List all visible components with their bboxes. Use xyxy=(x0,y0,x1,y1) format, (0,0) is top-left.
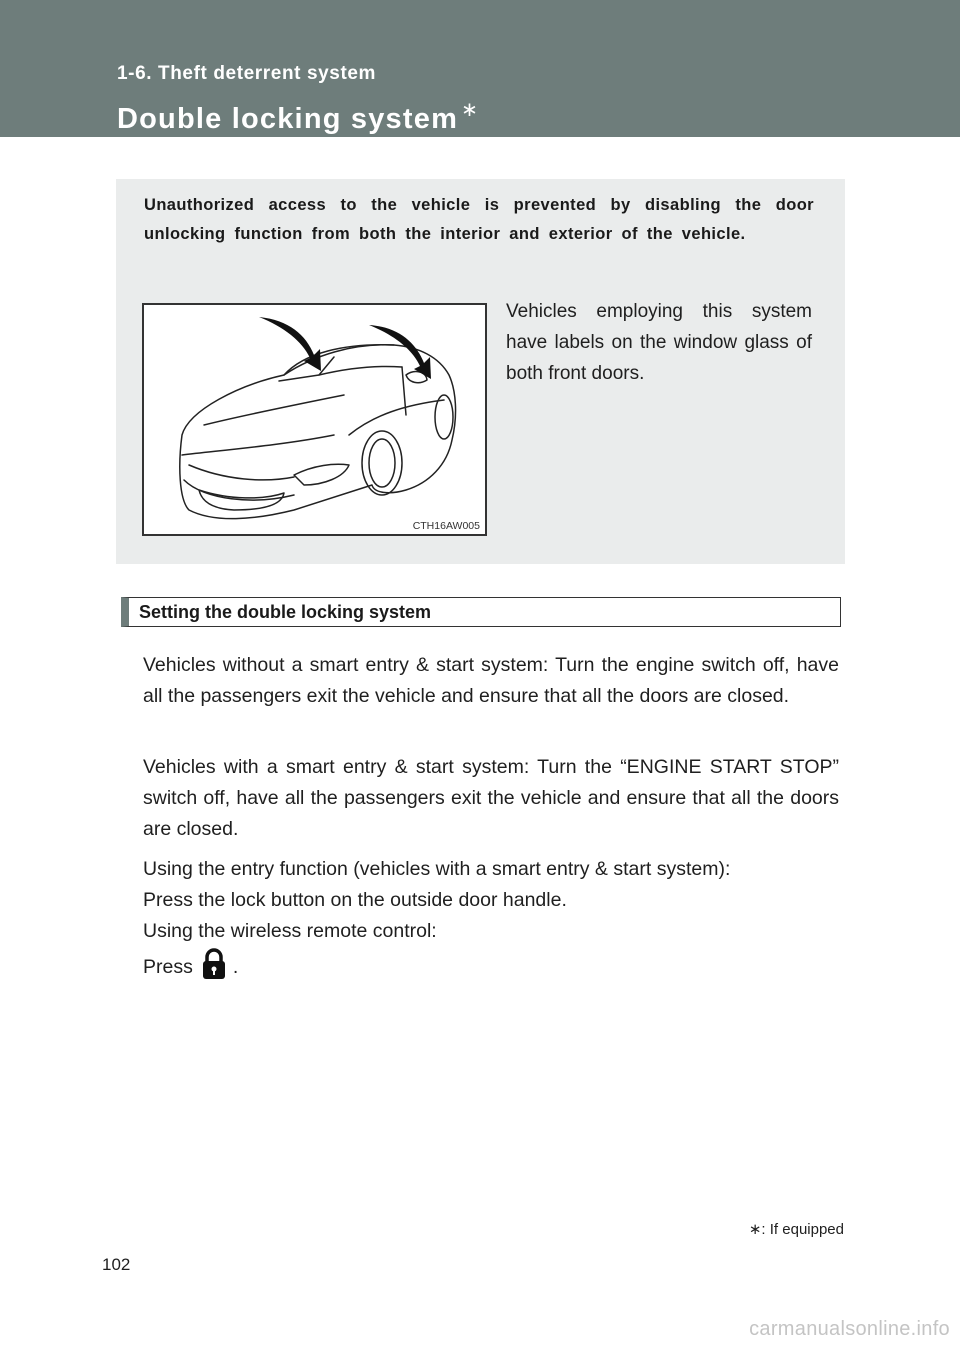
watermark: carmanualsonline.info xyxy=(749,1318,950,1340)
car-drawing-icon xyxy=(144,305,485,534)
press-end: . xyxy=(232,956,239,978)
paragraph-with-smart-entry: Vehicles with a smart entry & start system: Turn the “ENGINE START STOP” switch off, have all the passengers exit the vehicle and ensure that all the doors are closed. xyxy=(143,756,839,840)
intro-box xyxy=(116,179,845,564)
car-illustration xyxy=(142,303,487,536)
footnote-text: : If equipped xyxy=(761,1221,844,1238)
section-heading: Setting the double locking system xyxy=(121,597,841,627)
chapter-header xyxy=(0,0,960,137)
footnote xyxy=(749,1220,844,1238)
intro-text: Unauthorized access to the vehicle is prevented by disabling the door unlocking function from both the interior and exterior of the vehicle. xyxy=(144,196,814,243)
page-title-text: Double locking system xyxy=(117,103,459,135)
lock-button-line: Press the lock button on the outside door handle. xyxy=(143,889,567,911)
page-title xyxy=(117,92,479,137)
figure-caption: Vehicles employing this system have labels on the window glass of both front doors. xyxy=(506,301,812,384)
footnote-mark: ∗ xyxy=(748,1221,762,1238)
press-lock-line xyxy=(143,947,238,991)
paragraph-without-smart-entry: Vehicles without a smart entry & start system: Turn the engine switch off, have all the passengers exit the vehicle and ensure that all the doors are closed. xyxy=(143,654,839,707)
section-label: 1-6. Theft deterrent system xyxy=(117,63,377,84)
entry-function-line: Using the entry function (vehicles with a smart entry & start system): xyxy=(143,858,731,880)
press-label: Press xyxy=(143,956,193,978)
title-asterisk: ∗ xyxy=(461,99,480,121)
page-number: 102 xyxy=(102,1255,131,1274)
figure-code: CTH16AW005 xyxy=(412,520,480,532)
remote-control-line: Using the wireless remote control: xyxy=(143,920,437,942)
lock-icon xyxy=(201,947,227,991)
